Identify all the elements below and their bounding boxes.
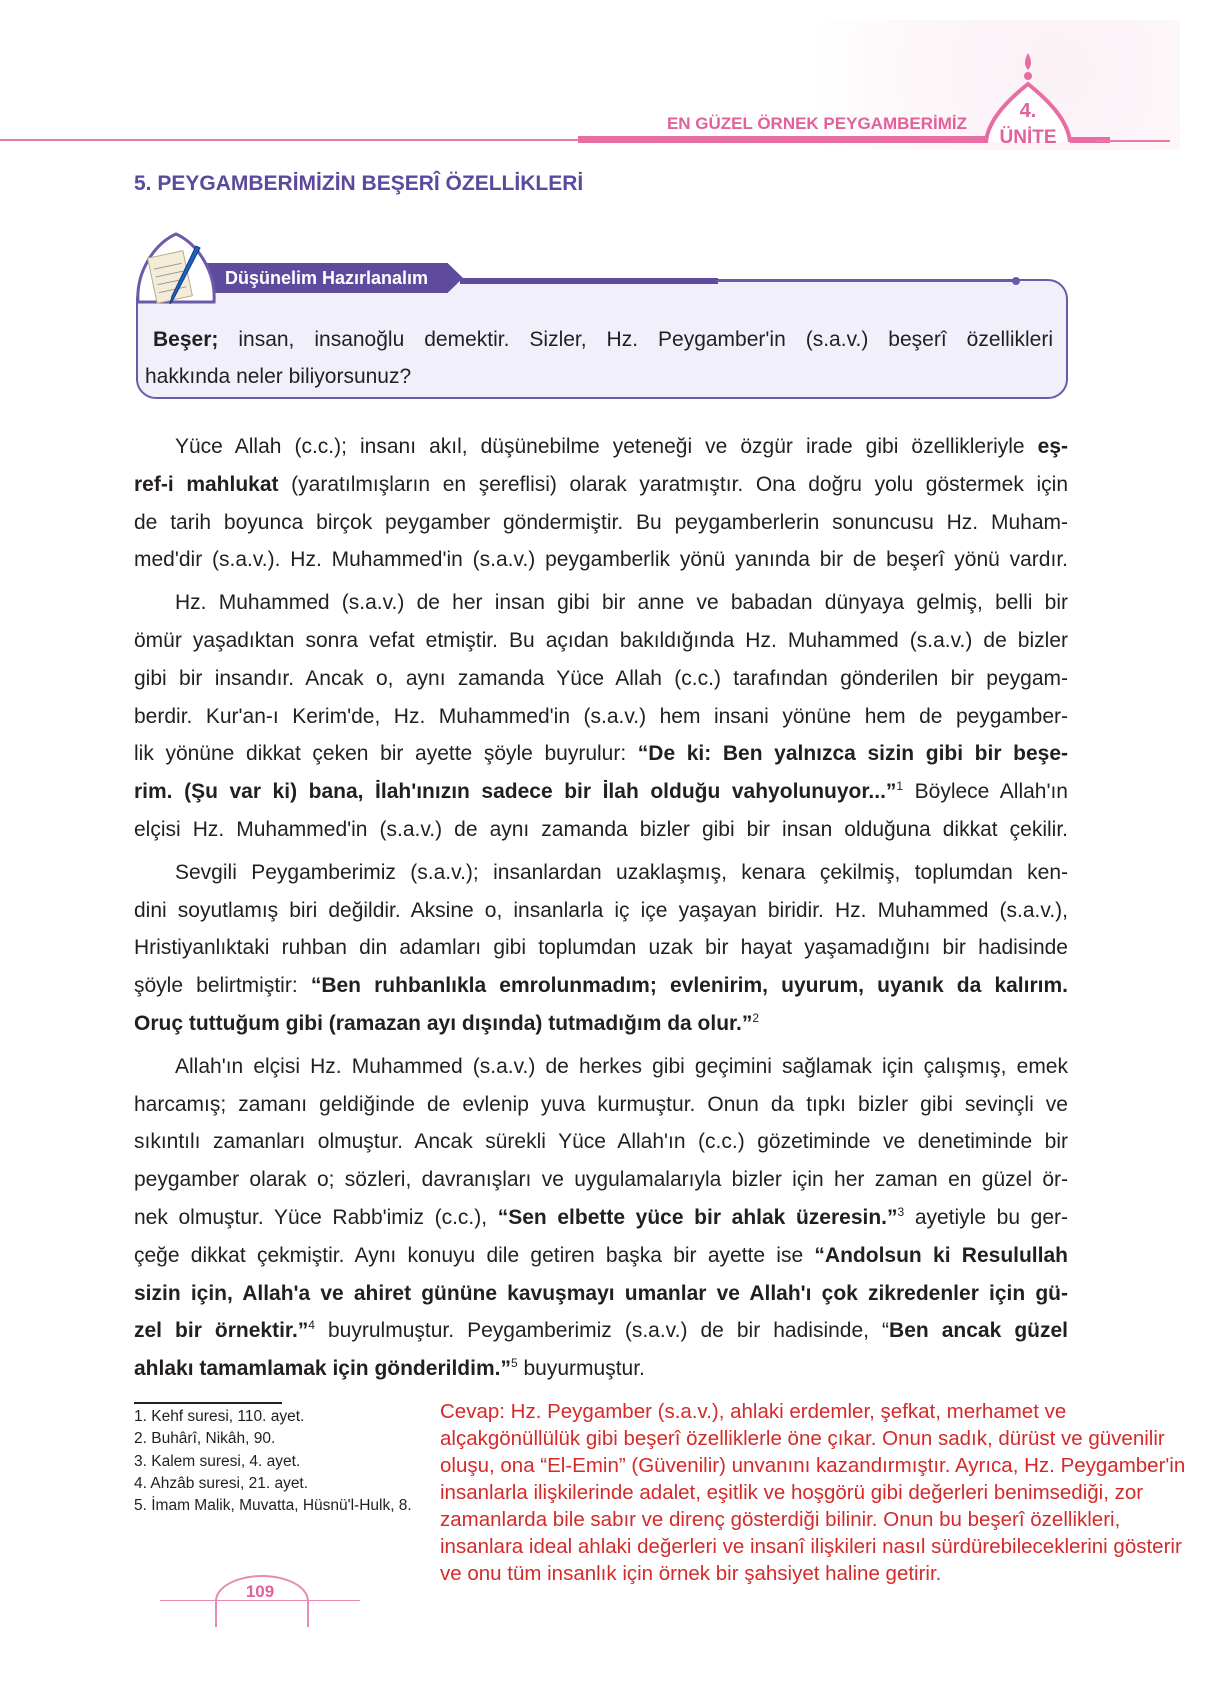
text-line bbox=[134, 1312, 1068, 1350]
text: berdir. Kur'an-ı Kerim'de, Hz. Muhammed'in (s.a.v.) hem insani yönüne hem de peygamber- bbox=[134, 704, 1068, 728]
text-line bbox=[134, 773, 1068, 811]
unit-number: 4. bbox=[1019, 100, 1037, 122]
header-rule-thick bbox=[578, 136, 988, 143]
paragraph bbox=[134, 854, 1068, 1043]
unit-title: EN GÜZEL ÖRNEK PEYGAMBERİMİZ bbox=[666, 114, 967, 133]
answer-line: getirir. bbox=[885, 1562, 942, 1585]
text: Böylece Allah'ın bbox=[903, 780, 1068, 804]
note-pen-icon bbox=[134, 232, 220, 312]
text: Hristiyanlıktaki ruhban din adamları gibi toplumdan uzak bir hayat yaşamadığını bir hadisinde bbox=[134, 936, 1068, 960]
text-line bbox=[134, 892, 1068, 930]
answer-line: özellikleri, insanlara ideal ahlaki değerleri ve insanî ilişkileri nasıl bbox=[440, 1508, 1121, 1558]
answer-line: alçakgönüllülük gibi beşerî özelliklerle öne çıkar. Onun sadık, dürüst ve güvenilir bbox=[440, 1427, 1165, 1450]
text-line bbox=[134, 466, 1068, 504]
prep-box-dot bbox=[1012, 277, 1020, 285]
text-line bbox=[134, 735, 1068, 773]
answer-text bbox=[440, 1398, 1200, 1587]
prep-box-label: Düşünelim Hazırlanalım bbox=[225, 268, 429, 288]
text: çeğe dikkat çekmiştir. Aynı konuyu dile getiren başka bir ayette ise bbox=[134, 1243, 815, 1267]
prep-box-line-2: hakkında neler biliyorsunuz? bbox=[145, 365, 412, 388]
answer-line: oluşu, ona “El-Emin” (Güvenilir) unvanını kazandırmıştır. Ayrıca, Hz. bbox=[440, 1454, 1055, 1477]
text: buyurmuştur. bbox=[517, 1357, 645, 1381]
text-line bbox=[134, 622, 1068, 660]
text: med'dir (s.a.v.). Hz. Muhammed'in (s.a.v.) peygamberlik yönü yanında bir de beşerî yönü vardır. bbox=[134, 548, 1068, 572]
text: gibi bir insandır. Ancak o, aynı zamanda Yüce Allah (c.c.) tarafından gönderilen bir peygam- bbox=[134, 666, 1068, 690]
unit-label: ÜNİTE bbox=[999, 127, 1057, 148]
bold-text: sizin için, Allah'a ve ahiret gününe kavuşmayı umanlar ve Allah'ı çok zikredenler için gü- bbox=[134, 1281, 1068, 1305]
text-line bbox=[134, 967, 1068, 1005]
text-line bbox=[134, 1005, 1068, 1043]
text: (yaratılmışların en şereflisi) olarak yaratmıştır. Ona doğru yolu göstermek için bbox=[278, 472, 1069, 496]
footnote: 5. İmam Malik, Muvatta, Hüsnü'l-Hulk, 8. bbox=[134, 1497, 412, 1515]
text-line bbox=[134, 1275, 1068, 1313]
footnote-ref: 1 bbox=[896, 779, 904, 794]
text: peygamber olarak o; sözleri, davranışları ve uygulamalarıyla bizler için her zaman en güzel ör- bbox=[134, 1168, 1068, 1192]
prep-box-line-1 bbox=[153, 321, 1053, 358]
text-line bbox=[134, 504, 1068, 542]
footnotes bbox=[134, 1406, 412, 1517]
text-line bbox=[134, 1199, 1068, 1237]
text: nek olmuştur. Yüce Rabb'imiz (c.c.), bbox=[134, 1205, 498, 1229]
prep-box-bar bbox=[460, 278, 718, 284]
text: Yüce Allah (c.c.); insanı akıl, düşünebilme yeteneği ve özgür irade gibi özellikleriyle bbox=[175, 435, 1038, 458]
bold-text: eş- bbox=[1037, 435, 1068, 458]
body-text bbox=[134, 428, 1068, 1393]
text-line bbox=[134, 1123, 1068, 1161]
bold-text: Ben ancak güzel bbox=[889, 1319, 1068, 1343]
paragraph bbox=[134, 584, 1068, 849]
text-line bbox=[134, 854, 1068, 892]
text: elçisi Hz. Muhammed'in (s.a.v.) de aynı zamanda bizler gibi bir insan olduğuna dikkat çekilir. bbox=[134, 817, 1068, 841]
text: Hz. Muhammed (s.a.v.) de her insan gibi bir anne ve babadan dünyaya gelmiş, belli bir bbox=[175, 591, 1068, 615]
text-line bbox=[134, 1048, 1068, 1086]
bold-text: zel bir örnektir.” bbox=[134, 1319, 309, 1343]
paragraph bbox=[134, 428, 1068, 579]
footnote: 4. Ahzâb suresi, 21. ayet. bbox=[134, 1474, 309, 1492]
prep-box-text bbox=[145, 321, 1053, 395]
text-line bbox=[134, 811, 1068, 849]
bold-text: “Sen elbette yüce bir ahlak üzeresin.” bbox=[497, 1205, 898, 1229]
text: şöyle belirtmiştir: bbox=[134, 974, 311, 998]
text-line bbox=[134, 1161, 1068, 1199]
text: Sevgili Peygamberimiz (s.a.v.); insanlardan uzaklaşmış, kenara çekilmiş, toplumdan ken- bbox=[175, 860, 1068, 884]
footnote: 2. Buhârî, Nikâh, 90. bbox=[134, 1430, 276, 1448]
paragraph bbox=[134, 1048, 1068, 1388]
footnote: 1. Kehf suresi, 110. ayet. bbox=[134, 1408, 305, 1425]
bold-text: ref-i mahlukat bbox=[134, 472, 279, 496]
text-line bbox=[134, 1086, 1068, 1124]
text-line bbox=[134, 698, 1068, 736]
header-rule-right bbox=[1095, 140, 1170, 142]
text-line bbox=[134, 1350, 1068, 1388]
text: ayetiyle bu ger- bbox=[904, 1205, 1068, 1229]
footnote-rule bbox=[134, 1402, 282, 1404]
footnote-ref: 3 bbox=[897, 1204, 905, 1219]
answer-line: Peygamber'in insanlarla ilişkilerinde adalet, eşitlik ve hoşgörü gibi değerleri bbox=[440, 1454, 1186, 1504]
text-line bbox=[134, 428, 1068, 466]
footnote-ref: 5 bbox=[510, 1356, 518, 1371]
bold-text: Oruç tuttuğum gibi (ramazan ayı dışında) tutmadığım da olur.” bbox=[134, 1011, 753, 1035]
footnote-ref: 4 bbox=[308, 1318, 315, 1333]
prep-box-bar-thin bbox=[716, 280, 1016, 282]
text: buyrulmuştur. Peygamberimiz (s.a.v.) de bir hadisinde, “ bbox=[314, 1319, 890, 1343]
text: harcamış; zamanı geldiğinde de evlenip yuva kurmuştur. Onun da tıpkı bizler gibi sevinçli ve bbox=[134, 1092, 1068, 1116]
header-rule bbox=[0, 139, 580, 141]
bold-text: “Ben ruhbanlıkla emrolunmadım; evlenirim, uyurum, uyanık da kalırım. bbox=[310, 974, 1068, 998]
bold-text: rim. (Şu var ki) bana, İlah'ınızın sadece bir İlah olduğu vahyolunuyor...” bbox=[134, 780, 897, 804]
bold-text: “Andolsun ki Resulullah bbox=[814, 1243, 1068, 1267]
footnote-ref: 2 bbox=[752, 1010, 760, 1025]
answer-line: Cevap: Hz. Peygamber (s.a.v.), ahlaki erdemler, şefkat, merhamet ve bbox=[440, 1400, 1067, 1423]
text: de tarih boyunca birçok peygamber göndermiştir. Bu peygamberlerin sonuncusu Hz. Muham- bbox=[134, 510, 1068, 534]
bold-text: ahlakı tamamlamak için gönderildim.” bbox=[134, 1357, 511, 1381]
text-line bbox=[134, 660, 1068, 698]
section-title: 5. PEYGAMBERİMİZİN BEŞERÎ ÖZELLİKLERİ bbox=[134, 172, 584, 195]
text: dini soyutlamış biri değildir. Aksine o, insanlarla iç içe yaşayan biridir. Hz. Muhammed (s.a.v.), bbox=[134, 898, 1068, 922]
footnote: 3. Kalem suresi, 4. ayet. bbox=[134, 1452, 301, 1470]
text-line bbox=[134, 541, 1068, 579]
page-number: 109 bbox=[245, 1582, 275, 1601]
text-line bbox=[134, 929, 1068, 967]
answer-line: sürdürebileceklerini gösterir ve onu tüm insanlık için örnek bir şahsiyet haline bbox=[440, 1535, 1182, 1585]
text: lik yönüne dikkat çeken bir ayette şöyle buyrulur: bbox=[134, 742, 638, 766]
text: ömür yaşadıktan sonra vefat etmiştir. Bu açıdan bakıldığında Hz. Muhammed (s.a.v.) de bizler bbox=[134, 628, 1068, 652]
text-line bbox=[134, 584, 1068, 622]
text-line bbox=[134, 1237, 1068, 1275]
prep-term: Beşer; bbox=[153, 328, 219, 351]
text: sıkıntılı zamanları olmuştur. Ancak sürekli Yüce Allah'ın (c.c.) gözetiminde ve denetiminde bir bbox=[134, 1130, 1068, 1154]
text: Allah'ın elçisi Hz. Muhammed (s.a.v.) de herkes gibi geçimini sağlamak için çalışmış, emek bbox=[175, 1054, 1068, 1078]
prep-text: insan, insanoğlu demektir. Sizler, Hz. Peygamber'in (s.a.v.) beşerî özellikleri bbox=[218, 328, 1053, 351]
bold-text: “De ki: Ben yalnızca sizin gibi bir beşe- bbox=[637, 742, 1068, 766]
answer-line: benimsediği, zor zamanlarda bile sabır ve direnç gösterdiği bilinir. Onun bu beşerî bbox=[440, 1481, 1144, 1531]
